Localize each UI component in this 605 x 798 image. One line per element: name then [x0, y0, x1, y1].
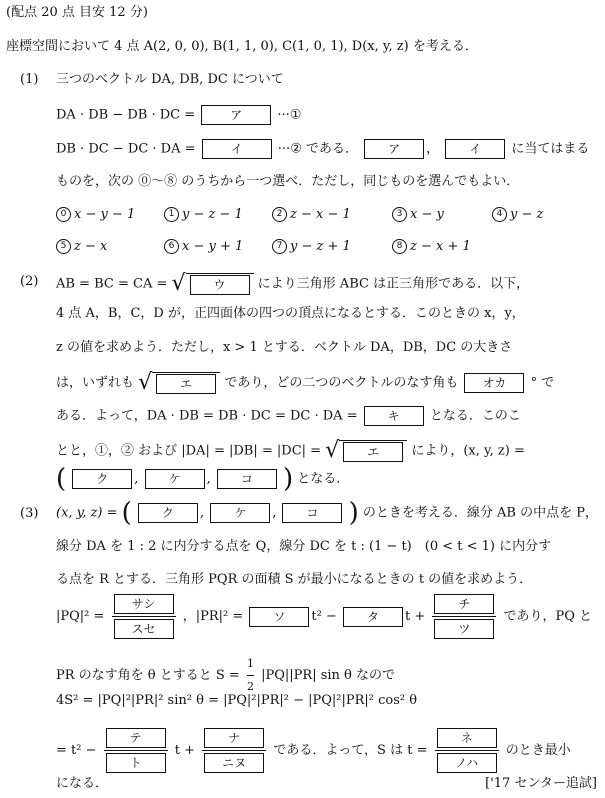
- fraction-pr: [432, 594, 496, 639]
- choice-4[interactable]: [492, 206, 543, 224]
- answer-box-ki[interactable]: キ: [364, 406, 424, 426]
- choice-text: z − x − 1: [290, 207, 351, 222]
- part2-line1: [56, 273, 529, 295]
- choice-number: 5: [56, 239, 71, 254]
- p2-line5-a: ある．よって，DA · DB = DB · DC = DC · DA =: [56, 408, 358, 424]
- p2-eq-lhs: AB = BC = CA =: [56, 276, 168, 292]
- fraction-pq: [112, 594, 176, 639]
- p2-line4-c: ° で: [530, 375, 555, 391]
- problem-intro: 座標空間において 4 点 A(2, 0, 0), B(1, 1, 0), C(1, 0, 1), D(x, y, z) を考える．: [6, 39, 478, 54]
- answer-box-so[interactable]: ソ: [249, 607, 309, 627]
- part1-eq1: [56, 105, 301, 125]
- choice-number: 2: [272, 207, 287, 222]
- pr-end: であり，PQ と: [503, 609, 593, 624]
- part1-label: (1): [20, 72, 39, 87]
- p3-line5-b: |PQ||PR| sin θ なので: [261, 668, 395, 683]
- p2-line7-b: となる．: [297, 471, 350, 487]
- fraction-ne: [435, 728, 499, 773]
- part2-line6: [56, 440, 525, 462]
- choice-text: y − z − 1: [182, 207, 243, 222]
- answer-box-ta[interactable]: タ: [343, 607, 403, 627]
- eq1-tail: ···①: [277, 107, 302, 123]
- answer-box-oka[interactable]: オカ: [464, 373, 524, 393]
- half-den: 2: [246, 680, 254, 693]
- pq-lhs: |PQ|² =: [56, 609, 105, 624]
- answer-box-suse[interactable]: スセ: [114, 619, 174, 639]
- p3-line7-a: = t² −: [56, 743, 97, 758]
- answer-box-tsu[interactable]: ツ: [434, 619, 494, 639]
- sqrt-sign: √ エ: [138, 372, 220, 394]
- answer-box-ne[interactable]: ネ: [437, 728, 497, 748]
- choice-number: 7: [272, 239, 287, 254]
- p3-line7-d: のとき最小: [505, 743, 571, 758]
- p2-line6-a: とと，①，② および |DA| = |DB| = |DC| =: [56, 443, 322, 459]
- p2-line4-b: であり，どの二つのベクトルのなす角も: [224, 375, 459, 391]
- eq2-end: に当てはまる: [511, 141, 590, 157]
- answer-box-ninu[interactable]: ニヌ: [204, 753, 264, 773]
- choice-number: 1: [164, 207, 179, 222]
- part3-line3: る点を R とする．三角形 PQR の面積 S が最小になるときの t の値を求めよう．: [56, 572, 533, 587]
- answer-box-e-ref[interactable]: エ: [343, 442, 403, 462]
- choice-1[interactable]: [164, 206, 243, 224]
- part1-eq2: [56, 139, 589, 159]
- sqrt-sign: √ ウ: [172, 273, 254, 295]
- choice-0[interactable]: [56, 206, 135, 224]
- source-citation: ['17 センター追試]: [485, 776, 597, 791]
- pr-t2: t² −: [311, 609, 337, 624]
- choice-2[interactable]: [272, 206, 351, 224]
- answer-box-e[interactable]: エ: [156, 374, 216, 394]
- answer-box-ko[interactable]: コ: [217, 469, 277, 489]
- p3-line1-b: のときを考える．線分 AB の中点を P，: [362, 505, 598, 521]
- eq1-lhs: DA · DB − DB · DC =: [56, 107, 196, 123]
- answer-box-na[interactable]: ナ: [204, 728, 264, 748]
- pr-t: t +: [404, 609, 426, 624]
- answer-box-ku-ref[interactable]: ク: [138, 503, 198, 523]
- part2-line3: z の値を求めよう．ただし，x > 1 とする．ベクトル DA，DB，DC の大きさ: [56, 340, 513, 355]
- choice-7[interactable]: [272, 238, 351, 256]
- eq2-tail: ···② である．: [277, 141, 358, 157]
- answer-box-ko-ref[interactable]: コ: [282, 503, 342, 523]
- fraction-te: [104, 728, 168, 773]
- answer-box-sashi[interactable]: サシ: [114, 594, 174, 614]
- part2-line5: [56, 406, 521, 426]
- choice-text: x − y: [410, 207, 444, 222]
- answer-box-noha[interactable]: ノハ: [437, 753, 497, 773]
- part3-line4: [56, 594, 592, 639]
- part3-line6: 4S² = |PQ|²|PR|² sin² θ = |PQ|²|PR|² − |PQ|²|PR|² cos² θ: [56, 693, 418, 708]
- half-num: 1: [247, 655, 254, 676]
- p3-line7-b: t +: [174, 743, 196, 758]
- choice-3[interactable]: [392, 206, 444, 224]
- answer-box-ke-ref[interactable]: ケ: [210, 503, 270, 523]
- choice-5[interactable]: [56, 238, 107, 256]
- answer-box-to[interactable]: ト: [106, 753, 166, 773]
- answer-box-i-ref[interactable]: イ: [445, 139, 505, 159]
- answer-box-ke[interactable]: ケ: [145, 469, 205, 489]
- header-points: (配点 20 点 目安 12 分): [6, 5, 148, 20]
- sqrt-sign: √ エ: [325, 440, 407, 462]
- answer-box-chi[interactable]: チ: [434, 594, 494, 614]
- part2-line2: 4 点 A，B，C，D が，正四面体の四つの頂点になるとする．このときの x，y，: [56, 306, 525, 321]
- choice-number: 4: [492, 207, 507, 222]
- part3-line5: [56, 655, 395, 696]
- part1-line1: 三つのベクトル DA, DB, DC について: [56, 72, 284, 87]
- choice-6[interactable]: [164, 238, 243, 256]
- fraction-na: [202, 728, 266, 773]
- answer-box-a[interactable]: ア: [201, 105, 271, 125]
- answer-box-te[interactable]: テ: [106, 728, 166, 748]
- answer-box-a-ref[interactable]: ア: [364, 139, 424, 159]
- part1-instruction: ものを，次の ⓪～⑧ のうちから一つ選べ．ただし，同じものを選んでもよい．: [56, 174, 520, 189]
- part3-line1: (x, y, z) = ( ク , ケ , コ ) のときを考える．線分 AB の中点を P，: [56, 498, 598, 528]
- part2-label: (2): [20, 274, 39, 289]
- fraction-half: [247, 655, 254, 696]
- choice-text: z − x: [74, 239, 108, 254]
- choice-text: x − y + 1: [182, 239, 244, 254]
- p2-line4-a: は，いずれも: [56, 375, 135, 391]
- part3-label: (3): [20, 506, 39, 521]
- p3-line1-a: (x, y, z) =: [56, 505, 118, 521]
- p3-line5-a: PR のなす角を θ とすると S =: [56, 668, 240, 683]
- answer-box-u[interactable]: ウ: [190, 275, 250, 295]
- part2-line7: ( ク , ケ , コ ) となる．: [56, 464, 350, 494]
- choice-text: x − y − 1: [74, 207, 136, 222]
- choice-text: y − z + 1: [290, 239, 351, 254]
- choice-number: 8: [392, 239, 407, 254]
- eq2-lhs: DB · DC − DC · DA =: [56, 141, 196, 157]
- choice-number: 3: [392, 207, 407, 222]
- choice-text: y − z: [510, 207, 544, 222]
- pr-lhs: ，|PR|² =: [182, 609, 244, 624]
- part2-line4: [56, 372, 554, 394]
- p2-line5-b: となる．このこ: [429, 408, 521, 424]
- p2-line6-b: により，(x, y, z) =: [411, 443, 525, 459]
- p3-line7-c: である．よって，S は t =: [273, 743, 428, 758]
- eq2-comma: ，: [426, 141, 440, 157]
- part3-line7: [56, 728, 571, 773]
- choice-8[interactable]: [392, 238, 471, 256]
- choice-number: 0: [56, 207, 71, 222]
- part3-line2: 線分 DA を 1 : 2 に内分する点を Q，線分 DC を t : (1 − t) (0 < t < 1) に内分す: [56, 539, 552, 554]
- p2-line1-text: により三角形 ABC は正三角形である．以下，: [257, 276, 530, 292]
- choice-text: z − x + 1: [410, 239, 471, 254]
- part3-line8: になる．: [56, 776, 109, 791]
- answer-box-ku[interactable]: ク: [72, 469, 132, 489]
- answer-box-i[interactable]: イ: [202, 139, 272, 159]
- choice-number: 6: [164, 239, 179, 254]
